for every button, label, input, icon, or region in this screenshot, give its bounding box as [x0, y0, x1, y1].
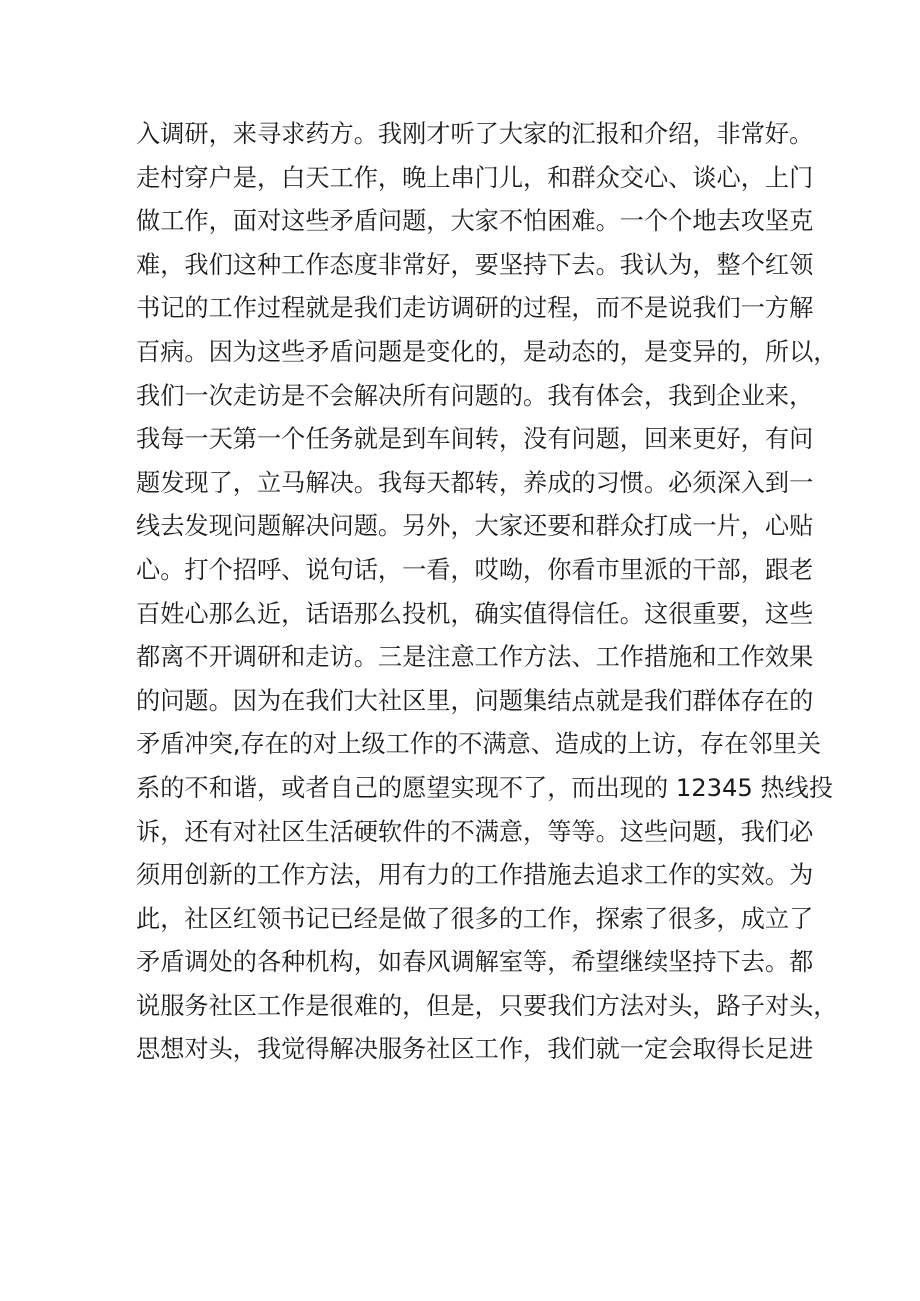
text-line: 难，我们这种工作态度非常好，要坚持下去。我认为，整个红领 [136, 250, 814, 279]
text-line: 题发现了，立马解决。我每天都转，养成的习惯。必须深入到一 [136, 468, 814, 497]
text-line: 矛盾调处的各种机构，如春风调解室等，希望继续坚持下去。都 [136, 948, 814, 977]
text-line: 我每一天第一个任务就是到车间转，没有问题，回来更好，有问 [136, 425, 814, 454]
text-line: 书记的工作过程就是我们走访调研的过程，而不是说我们一方解 [136, 294, 814, 323]
text-line: 的问题。因为在我们大社区里，问题集结点就是我们群体存在的 [136, 686, 814, 715]
text-line: 思想对头，我觉得解决服务社区工作，我们就一定会取得长足进 [136, 1035, 814, 1064]
text-line: 走村穿户是，白天工作，晚上串门儿，和群众交心、谈心，上门 [136, 163, 814, 192]
text-line: 我们一次走访是不会解决所有问题的。我有体会，我到企业来， [136, 381, 814, 410]
text-line: 说服务社区工作是很难的，但是，只要我们方法对头，路子对头， [136, 991, 838, 1020]
text-line: 入调研，来寻求药方。我刚才听了大家的汇报和介绍，非常好。 [136, 120, 814, 148]
text-line: 此，社区红领书记已经是做了很多的工作，探索了很多，成立了 [136, 904, 814, 933]
text-line: 须用创新的工作方法，用有力的工作措施去追求工作的实效。为 [136, 861, 814, 890]
text-line: 系的不和谐，或者自己的愿望实现不了，而出现的 12345 热线投 [136, 773, 834, 802]
text-line: 百姓心那么近，话语那么投机，确实值得信任。这很重要，这些 [136, 599, 814, 628]
text-line: 都离不开调研和走访。三是注意工作方法、工作措施和工作效果 [136, 643, 814, 672]
text-line: 百病。因为这些矛盾问题是变化的，是动态的，是变异的，所以， [136, 337, 838, 366]
text-line: 心。打个招呼、说句话，一看，哎呦，你看市里派的干部，跟老 [136, 555, 814, 584]
text-line: 做工作，面对这些矛盾问题，大家不怕困难。一个个地去攻坚克 [136, 207, 814, 236]
text-line: 线去发现问题解决问题。另外，大家还要和群众打成一片，心贴 [136, 512, 814, 541]
text-line: 诉，还有对社区生活硬软件的不满意，等等。这些问题，我们必 [136, 817, 814, 846]
body-text [136, 113, 838, 1072]
text-line: 矛盾冲突,存在的对上级工作的不满意、造成的上访，存在邻里关 [136, 730, 821, 759]
